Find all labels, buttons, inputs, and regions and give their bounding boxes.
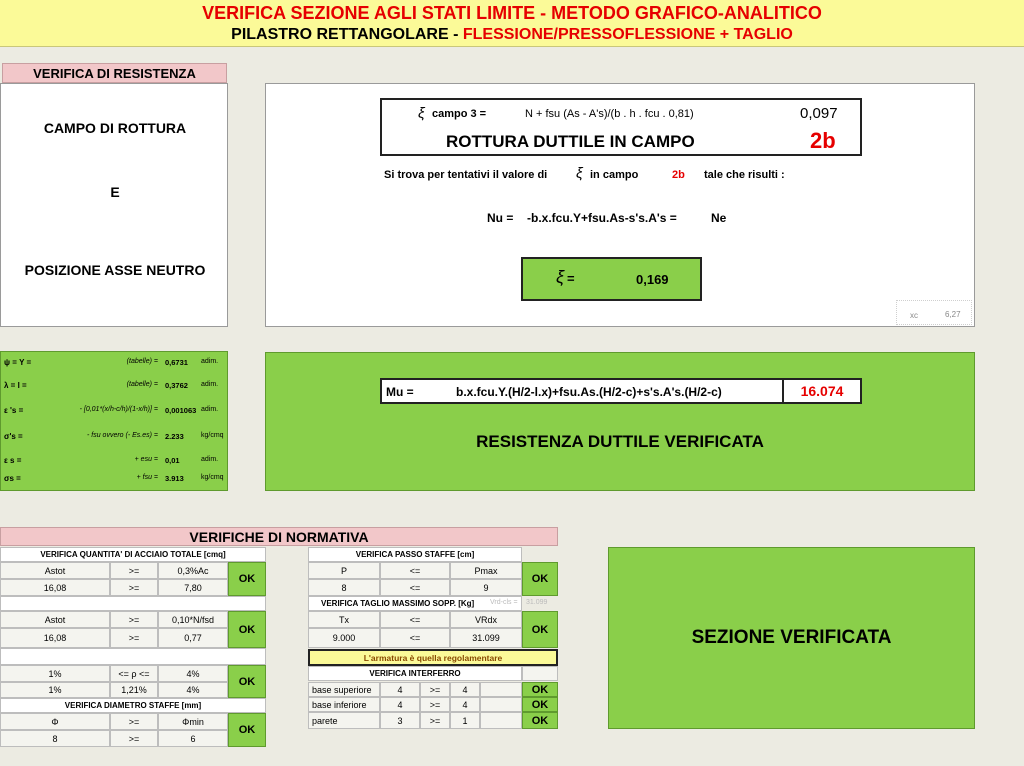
- cell: <=: [380, 628, 450, 648]
- spacer-row: [0, 596, 266, 611]
- ok-badge: OK: [228, 713, 266, 747]
- param-value: 0,001063: [165, 406, 197, 415]
- cell: [480, 697, 522, 712]
- cell: >=: [110, 579, 158, 596]
- mu-panel: [265, 352, 975, 491]
- params-panel: [0, 351, 228, 491]
- ok-badge: OK: [522, 611, 558, 648]
- normativa-title: VERIFICHE DI NORMATIVA: [0, 527, 558, 546]
- trova-text-b: in campo: [590, 169, 639, 181]
- mu-result: RESISTENZA DUTTILE VERIFICATA: [476, 432, 764, 451]
- taglio-title: VERIFICA TAGLIO MASSIMO SOPP. [Kg]: [308, 596, 522, 611]
- cell: 1%: [0, 682, 110, 698]
- cell: base inferiore: [308, 697, 380, 712]
- param-description: + fsu =: [136, 474, 158, 481]
- xi-result-symbol: ξ: [556, 267, 565, 287]
- cell: 4: [380, 697, 420, 712]
- cell: 16,08: [0, 628, 110, 648]
- param-unit: adim.: [201, 456, 219, 463]
- cell: 4%: [158, 665, 228, 682]
- param-description: (tabelle) =: [126, 358, 158, 365]
- param-unit: kg/cmq: [201, 474, 224, 481]
- mu-value: 16.074: [800, 383, 844, 399]
- nu-label: Nu =: [487, 211, 514, 225]
- cell: <=: [380, 579, 450, 596]
- cell: >=: [110, 628, 158, 648]
- param-description: - fsu ovvero (- Es.es) =: [87, 432, 158, 439]
- cell: [480, 682, 522, 697]
- param-unit: kg/cmq: [201, 432, 224, 439]
- cell: 8: [0, 730, 110, 747]
- param-value: 3.913: [165, 474, 184, 483]
- taglio-note: Vrd-cls =: [490, 599, 518, 606]
- trova-xi-symbol: ξ: [576, 165, 583, 182]
- ok-badge: OK: [522, 682, 558, 697]
- param-description: - [0,01*(x/h-c/h)/(1-x/h)] =: [79, 406, 158, 413]
- page-subtitle: [0, 26, 1024, 44]
- param-unit: adim.: [201, 406, 219, 413]
- cell: Φmin: [158, 713, 228, 730]
- cell: VRdx: [450, 611, 522, 628]
- param-value: 2.233: [165, 432, 184, 441]
- cell: base superiore: [308, 682, 380, 697]
- cell: P: [308, 562, 380, 579]
- param-value: 0,01: [165, 456, 180, 465]
- cell: 4: [380, 682, 420, 697]
- mu-formula: b.x.fcu.Y.(H/2-l.x)+fsu.As.(H/2-c)+s's.A's.(H/2-c): [456, 385, 722, 399]
- cell: Pmax: [450, 562, 522, 579]
- nu-rhs: Ne: [711, 211, 727, 225]
- cell: 8: [308, 579, 380, 596]
- cell: >=: [110, 730, 158, 747]
- cell: 0,77: [158, 628, 228, 648]
- ok-badge: OK: [522, 562, 558, 596]
- armatura-note: L'armatura è quella regolamentare: [308, 649, 558, 666]
- trova-campo: 2b: [672, 169, 685, 181]
- diametro-title: VERIFICA DIAMETRO STAFFE [mm]: [0, 698, 266, 713]
- rottura-campo-value: 2b: [810, 128, 836, 153]
- cell: 4: [450, 682, 480, 697]
- mu-label: Mu =: [386, 385, 414, 399]
- cell: Φ: [0, 713, 110, 730]
- rottura-box: [380, 98, 862, 156]
- ok-badge: OK: [522, 697, 558, 712]
- cell: parete: [308, 712, 380, 729]
- campo3-formula: N + fsu (As - A's)/(b . h . fcu . 0,81): [525, 108, 694, 120]
- xc-value: 6,27: [945, 310, 961, 319]
- cell: 0,3%Ac: [158, 562, 228, 579]
- cell: >=: [110, 562, 158, 579]
- param-description: (tabelle) =: [126, 381, 158, 388]
- xc-box: [896, 300, 972, 325]
- cell: 4: [450, 697, 480, 712]
- cell: 9.000: [308, 628, 380, 648]
- cell: 16,08: [0, 579, 110, 596]
- campo3-label: campo 3 =: [432, 108, 487, 120]
- campo3-value: 0,097: [800, 105, 838, 122]
- param-unit: adim.: [201, 381, 219, 388]
- xi-result-eq: =: [567, 271, 575, 286]
- cell: >=: [420, 697, 450, 712]
- sezione-verificata: SEZIONE VERIFICATA: [608, 547, 975, 729]
- taglio-note-value: 31.099: [526, 599, 548, 606]
- param-symbol: ε 's =: [4, 406, 24, 415]
- cell: Tx: [308, 611, 380, 628]
- resistenza-panel: [0, 83, 228, 327]
- campo-rottura-label: CAMPO DI ROTTURA: [43, 120, 187, 136]
- param-symbol: ψ = Y =: [4, 358, 32, 367]
- cell: >=: [420, 682, 450, 697]
- param-symbol: σ's =: [4, 432, 23, 441]
- cell: 31.099: [450, 628, 522, 648]
- interferro-title: VERIFICA INTERFERRO: [308, 666, 522, 681]
- cell: <= ρ <=: [110, 665, 158, 682]
- nu-formula: -b.x.fcu.Y+fsu.As-s's.A's =: [527, 211, 677, 225]
- cell: 7,80: [158, 579, 228, 596]
- cell: 4%: [158, 682, 228, 698]
- ok-badge: OK: [228, 562, 266, 596]
- page-title: VERIFICA SEZIONE AGLI STATI LIMITE - METODO GRAFICO-ANALITICO: [202, 3, 822, 23]
- acciaio-title: VERIFICA QUANTITA' DI ACCIAIO TOTALE [cmq]: [0, 547, 266, 562]
- subtitle-red: FLESSIONE/PRESSOFLESSIONE + TAGLIO: [462, 26, 793, 43]
- cell: >=: [420, 712, 450, 729]
- param-symbol: ε s =: [4, 456, 22, 465]
- cell: Astot: [0, 611, 110, 628]
- spacer-cell: [522, 666, 558, 681]
- spacer-row: [0, 648, 266, 665]
- cell: 6: [158, 730, 228, 747]
- subtitle-black: PILASTRO RETTANGOLARE -: [231, 26, 463, 43]
- cell: 1,21%: [110, 682, 158, 698]
- xc-label: xc: [910, 311, 918, 320]
- cell: 3: [380, 712, 420, 729]
- trova-text-c: tale che risulti :: [704, 169, 785, 181]
- xi-result-box: [521, 257, 702, 301]
- xi-result-value: 0,169: [636, 272, 669, 287]
- param-description: + esu =: [134, 456, 158, 463]
- cell: <=: [380, 611, 450, 628]
- cell: [480, 712, 522, 729]
- param-symbol: σs =: [4, 474, 21, 483]
- param-value: 0,3762: [165, 381, 188, 390]
- ok-badge: OK: [228, 611, 266, 648]
- cell: 1%: [0, 665, 110, 682]
- mu-box: [380, 378, 862, 404]
- resistenza-title: VERIFICA DI RESISTENZA: [2, 63, 227, 83]
- e-label: E: [110, 184, 120, 200]
- cell: 9: [450, 579, 522, 596]
- cell: >=: [110, 713, 158, 730]
- ok-badge: OK: [522, 712, 558, 729]
- cell: >=: [110, 611, 158, 628]
- ok-badge: OK: [228, 665, 266, 698]
- cell: Astot: [0, 562, 110, 579]
- cell: <=: [380, 562, 450, 579]
- param-value: 0,6731: [165, 358, 188, 367]
- posizione-asse-label: POSIZIONE ASSE NEUTRO: [24, 262, 206, 278]
- passo-title: VERIFICA PASSO STAFFE [cm]: [308, 547, 522, 562]
- rottura-label: ROTTURA DUTTILE IN CAMPO: [446, 132, 695, 151]
- param-symbol: λ = l =: [4, 381, 27, 390]
- cell: 0,10*N/fsd: [158, 611, 228, 628]
- trova-text-a: Si trova per tentativi il valore di: [384, 169, 548, 181]
- cell: 1: [450, 712, 480, 729]
- xi-symbol: ξ: [418, 105, 425, 122]
- param-unit: adim.: [201, 358, 219, 365]
